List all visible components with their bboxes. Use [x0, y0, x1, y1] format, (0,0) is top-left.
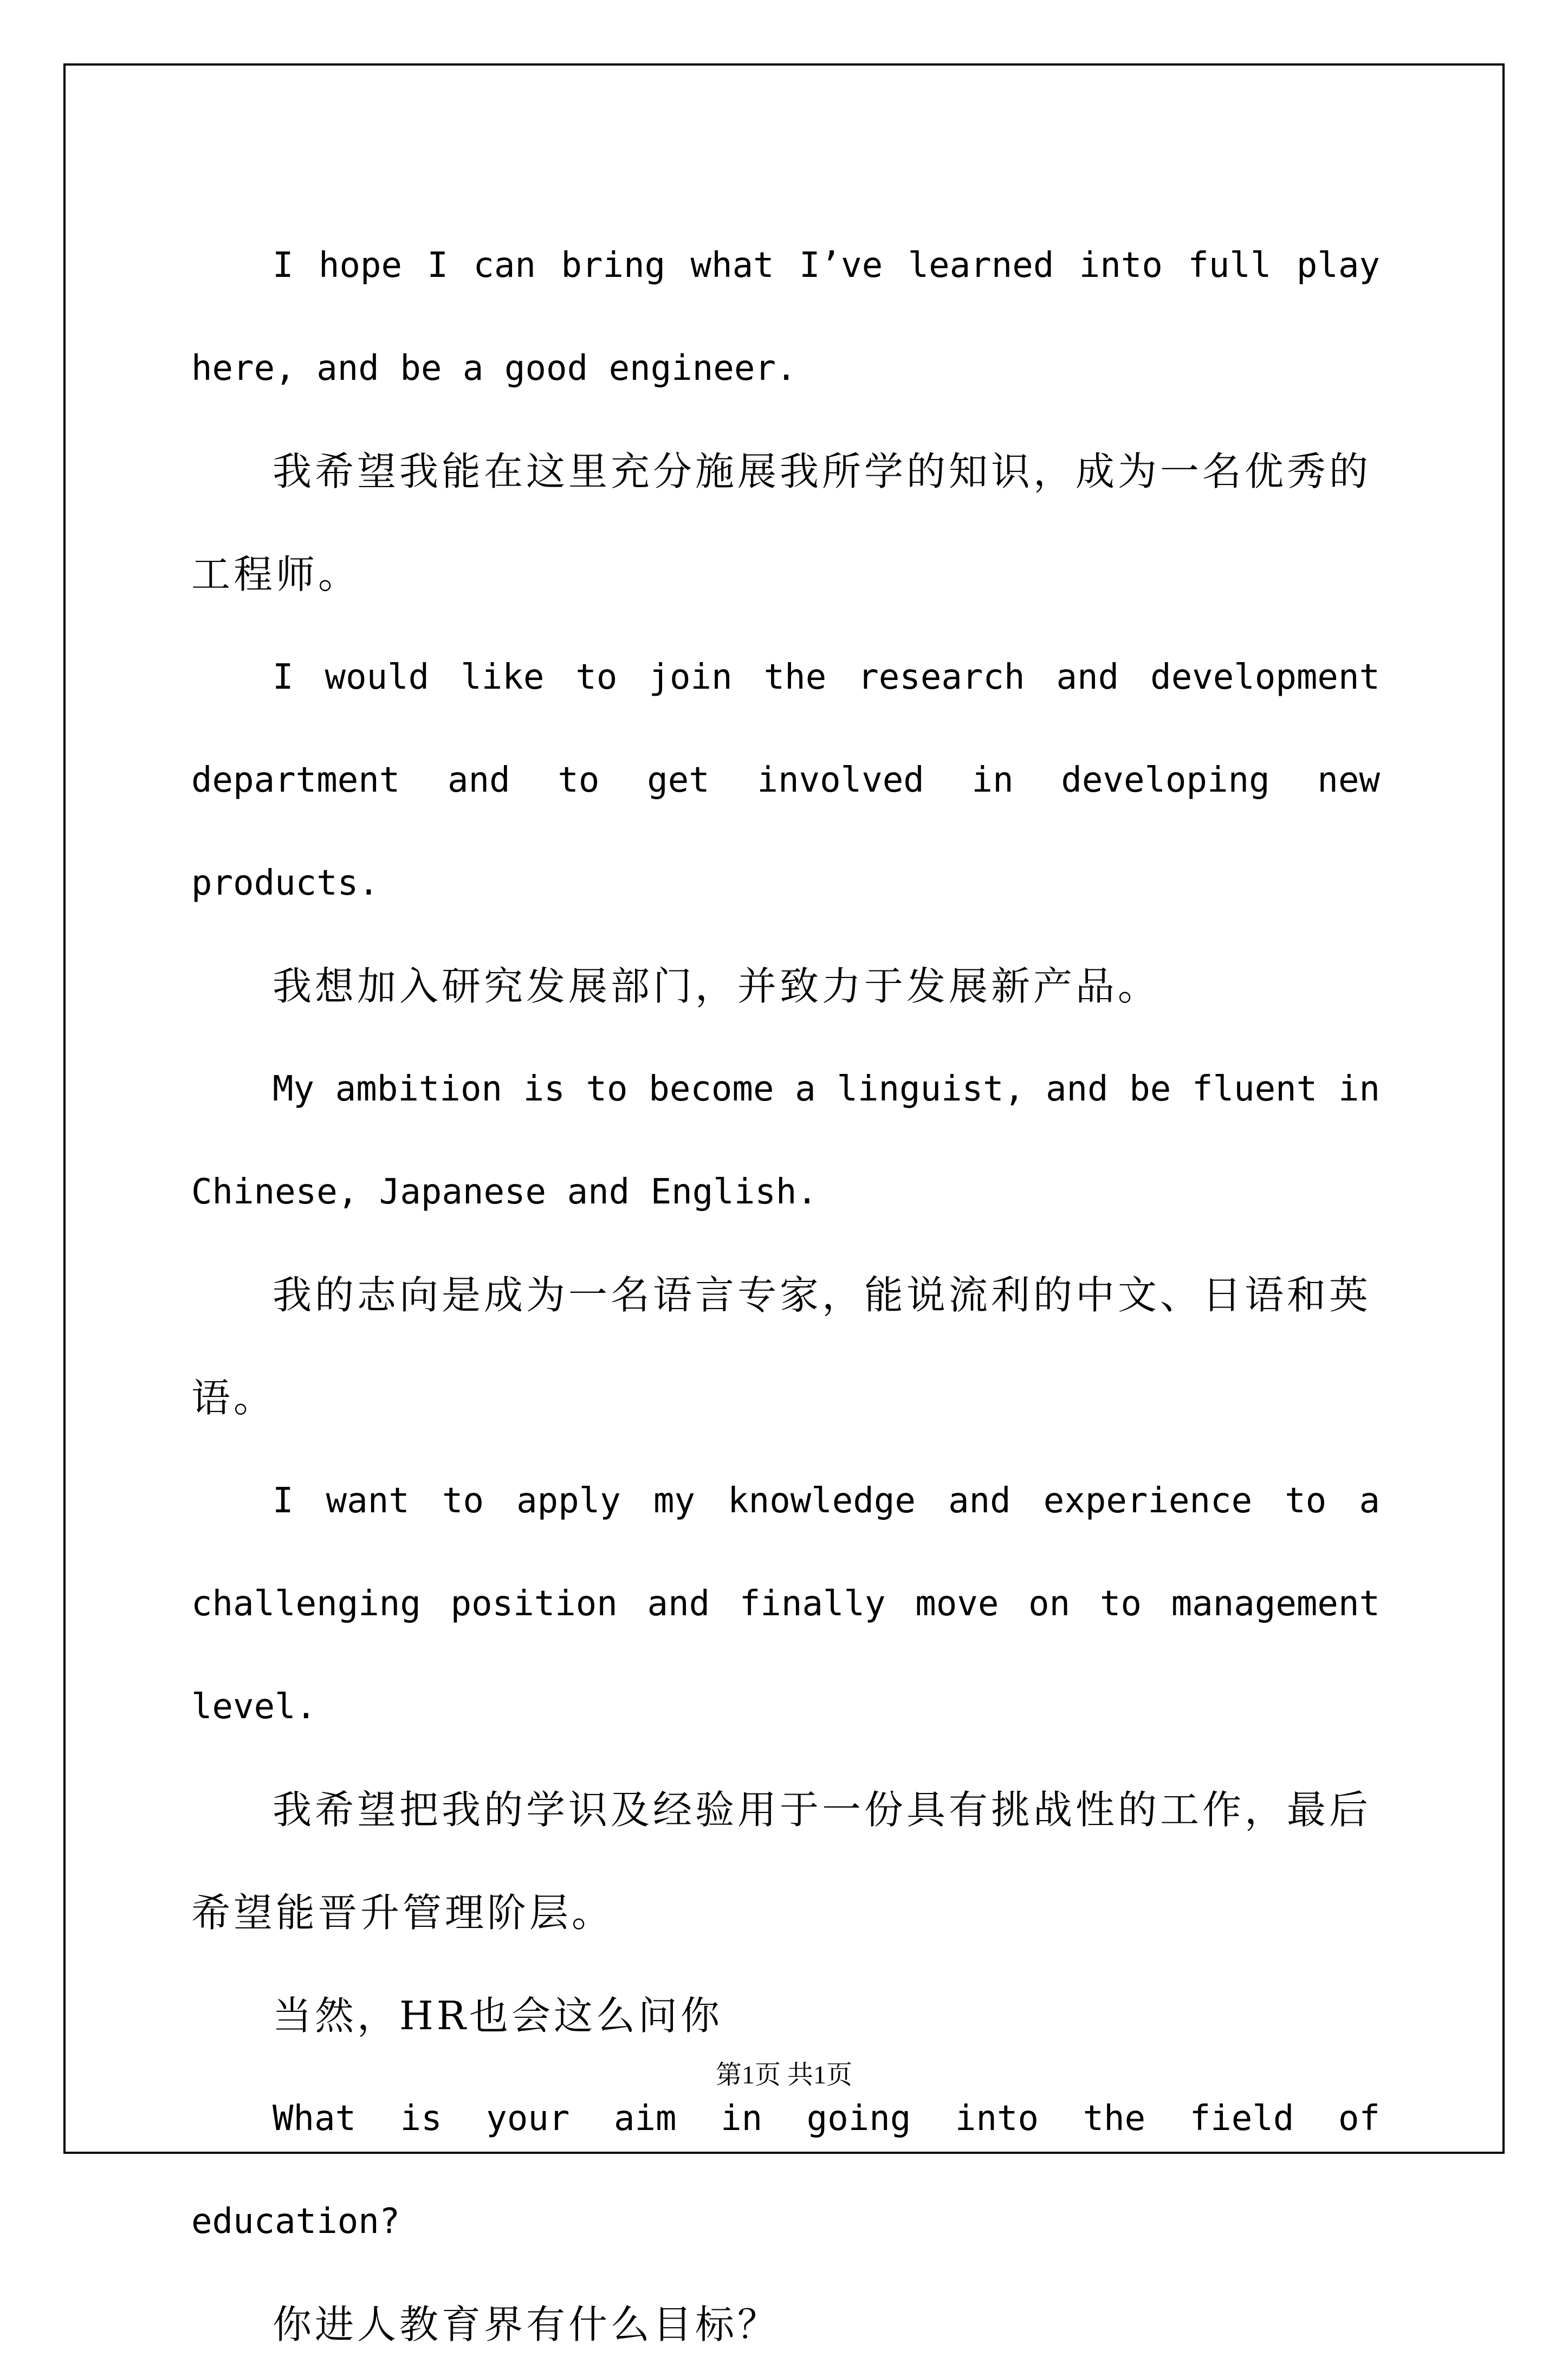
document-body — [191, 214, 1380, 2376]
paragraph: 我希望把我的学识及经验用于一份具有挑战性的工作，最后希望能晋升管理阶层。 — [191, 1787, 1372, 1935]
paragraph: 当然，HR也会这么问你 — [273, 1993, 723, 2038]
paragraph: 我的志向是成为一名语言专家，能说流利的中文、日语和英语。 — [191, 1272, 1372, 1421]
page-number-footer: 第1页 共1页 — [715, 2061, 852, 2089]
paragraph: My ambition is to become a linguist, and be fluent in Chinese, Japanese and English. — [191, 1069, 1380, 1212]
paragraph: 你进人教育界有什么目标？ — [273, 2302, 780, 2347]
paragraph: 我希望我能在这里充分施展我所学的知识，成为一名优秀的工程师。 — [191, 449, 1372, 597]
paragraph: What is your aim in going into the field of education? — [191, 2099, 1380, 2242]
paragraph: I want to apply my knowledge and experience to a challenging position and finally move on to management level. — [191, 1481, 1380, 1727]
paragraph: 我想加入研究发展部门，并致力于发展新产品。 — [273, 963, 1161, 1009]
paragraph: I would like to join the research and development department and to get involved in developing new products. — [191, 657, 1380, 903]
paragraph: I hope I can bring what I’ve learned into full play here, and be a good engineer. — [191, 245, 1380, 389]
